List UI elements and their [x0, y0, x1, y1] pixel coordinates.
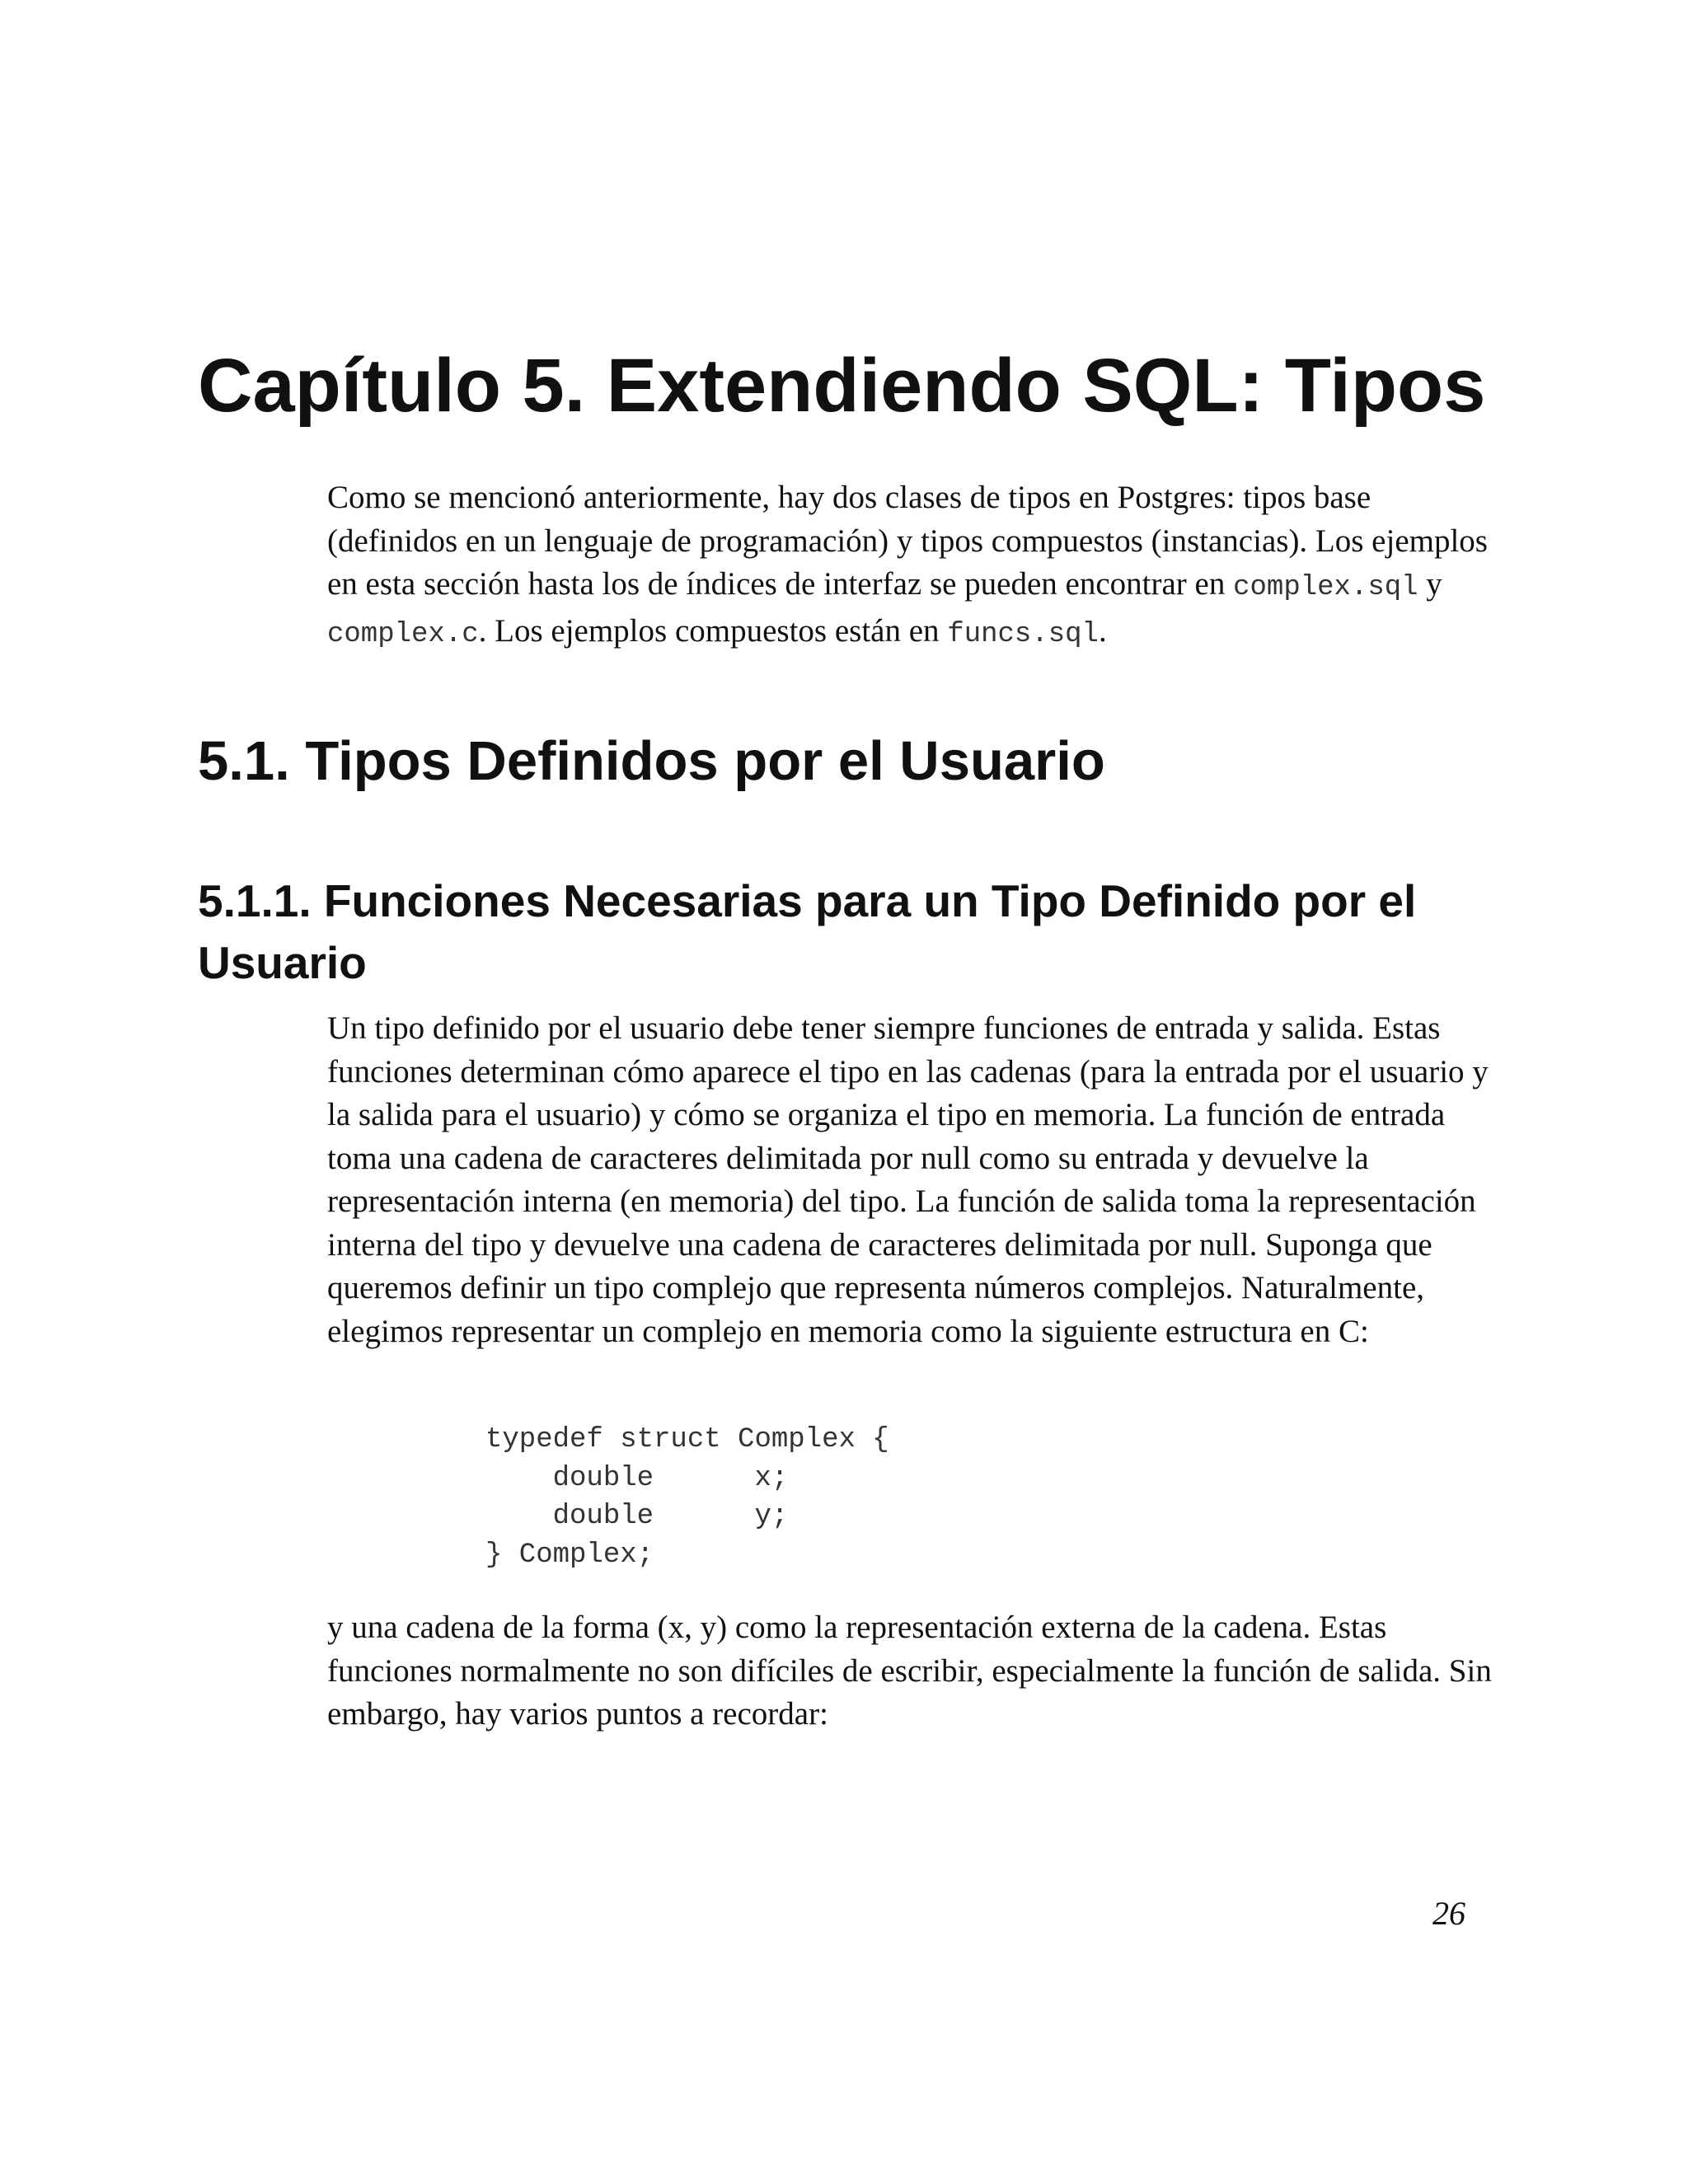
- subsection-paragraph-1: Un tipo definido por el usuario debe tener siempre funciones de entrada y salida. Estas funciones determinan cómo aparece el tipo en las cadenas (para la entrada por el usuario y la salida para el usuario) y cómo se organiza el tipo en memoria. La función de entrada toma una cadena de caracteres delimitada por null como su entrada y devuelve la representación interna (en memoria) del tipo. La función de salida toma la representación interna del tipo y devuelve una cadena de caracteres delimitada por null. Suponga que queremos definir un tipo complejo que representa números complejos. Naturalmente, elegimos representar un complejo en memoria como la siguiente estructura en C:: [327, 1010, 1489, 1349]
- chapter-title: Capítulo 5. Extendiendo SQL: Tipos: [198, 344, 1486, 428]
- intro-text-1: Como se mencionó anteriormente, hay dos clases de tipos en Postgres: tipos base (definidos en un lenguaje de programación) y tipos compuestos (instancias). Los ejemplos en esta sección hasta los de índices de interfaz se pueden encontrar en: [327, 480, 1488, 602]
- inline-code-funcs-sql: funcs.sql: [947, 618, 1099, 650]
- code-block-complex-struct: typedef struct Complex { double x; double y; } Complex;: [485, 1424, 889, 1571]
- subsection-paragraph-2: y una cadena de la forma (x, y) como la representación externa de la cadena. Estas funciones normalmente no son difíciles de escribir, especialmente la función de salida. Sin embargo, hay varios puntos a recordar:: [327, 1610, 1492, 1732]
- page-number: 26: [1432, 1895, 1465, 1932]
- inline-code-complex-sql: complex.sql: [1233, 572, 1418, 603]
- section-title: 5.1. Tipos Definidos por el Usuario: [198, 730, 1105, 792]
- intro-text-2: y: [1418, 566, 1442, 602]
- intro-text-3: . Los ejemplos compuestos están en: [478, 612, 948, 649]
- intro-text-4: .: [1098, 612, 1107, 649]
- inline-code-complex-c: complex.c: [327, 618, 479, 650]
- subsection-title: 5.1.1. Funciones Necesarias para un Tipo Definido por el Usuario: [198, 875, 1417, 988]
- intro-paragraph: [327, 476, 1498, 656]
